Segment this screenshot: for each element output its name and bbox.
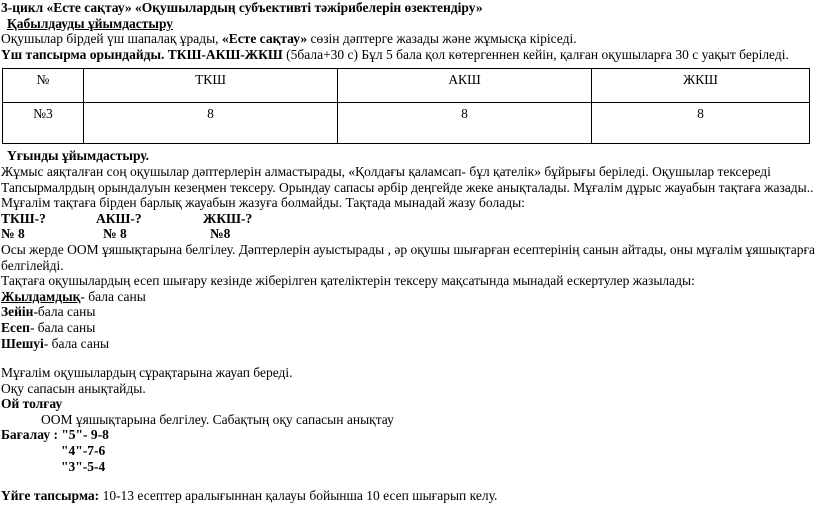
closing-line: Мұғалім оқушылардың сұрақтарына жауап береді.: [1, 365, 293, 381]
organize-line: Мұғалім тақтаға бірден барлық жауабын жазуға болмайды. Тақтада мынадай жазу болады:: [1, 195, 525, 211]
board-cell: № 8: [103, 226, 127, 242]
note-label: Шешуі: [1, 335, 44, 351]
intro-text-b: сөзін дәптерге жазады және жұмысқа кіріседі.: [307, 31, 577, 47]
table-cell: 8: [592, 103, 810, 144]
intro-bold: «Есте сақтау»: [221, 31, 308, 47]
board-cell: ЖКШ-?: [203, 210, 253, 226]
board-cell: АКШ-?: [96, 210, 142, 226]
grading-label: Бағалау :: [1, 427, 62, 443]
homework-text: 10-13 есептер аралығыннан қалауы бойынша 10 есеп шығарып келу.: [99, 488, 498, 504]
note-value: - бала саны: [29, 319, 96, 335]
note-label: Жылдамдық: [1, 288, 81, 304]
grade-item: "3"-5-4: [61, 458, 106, 474]
note-label: Зейін: [1, 304, 34, 320]
task-label: Үш тапсырма орындайды. ТКШ-АКШ-ЖКШ: [1, 46, 283, 62]
homework-line: [1, 488, 813, 504]
table-header-cell: АКШ: [338, 69, 592, 103]
results-table: [2, 68, 810, 144]
organize-line: Жұмыс аяқталған соң оқушылар дәптерлерін алмастырады, «Қолдағы қаламсап- бұл қателік» бұйрығы беріледі. Оқушылар тексереді: [1, 163, 771, 179]
note-label: Есеп: [1, 319, 30, 335]
table-header-cell: №: [3, 69, 84, 103]
board-cell: №8: [210, 226, 231, 242]
table-cell: 8: [84, 103, 338, 144]
board-cell: № 8: [1, 226, 25, 242]
table-header-cell: ТКШ: [84, 69, 338, 103]
table-header-row: [3, 69, 810, 103]
task-paragraph: [1, 47, 813, 63]
document-page: [1, 0, 813, 504]
reflection-text: ООМ ұяшықтарына белгілеу. Сабақтың оқу сапасын анықтау: [41, 411, 394, 427]
table-cell: №3: [3, 103, 84, 144]
grade-item: "5"- 9-8: [61, 427, 109, 443]
board-cell: ТКШ-?: [1, 210, 46, 226]
organize-line: Тапсырмалрдың орындалуын кезеңмен тексеру. Орындау сапасы әрбір деңгейде жеке анықталады. Мұғалім дұрыс жауабын тақтаға жазады..: [1, 179, 814, 195]
after-line: Тақтаға оқушылардың есеп шығару кезінде жіберілген қателіктерін тексеру мақсатында мынадай ескертулер жазылады:: [1, 273, 695, 289]
note-value: -бала саны: [33, 304, 96, 320]
cycle-title: 3-цикл «Есте сақтау» «Оқушылардың субъективті тәжірибелерін өзектендіру»: [1, 0, 483, 15]
reflection-title: Ой толғау: [1, 396, 63, 412]
organize-title: Үғынды ұйымдастыру.: [7, 148, 150, 164]
table-header-cell: ЖКШ: [592, 69, 810, 103]
note-item: [1, 304, 813, 320]
grade-item: "4"-7-6: [61, 443, 106, 459]
section-subtitle: Қабылдауды ұйымдастыру: [7, 15, 174, 31]
after-line: белгілейді.: [1, 257, 64, 273]
note-item: [1, 320, 813, 336]
task-description: (5бала+30 с) Бұл 5 бала қол көтергеннен кейін, қалған оқушыларға 30 с уақыт беріледі.: [282, 46, 789, 62]
note-value: - бала саны: [43, 335, 110, 351]
board-row-levels: [1, 211, 813, 227]
board-row-numbers: [1, 226, 813, 242]
intro-paragraph: [1, 31, 813, 47]
note-item: [1, 289, 813, 305]
note-value: - бала саны: [80, 288, 146, 304]
table-row: [3, 103, 810, 144]
closing-line: Оқу сапасын анықтайды.: [1, 380, 146, 396]
table-cell: 8: [338, 103, 592, 144]
grading-line: [1, 427, 813, 443]
note-item: [1, 336, 813, 352]
intro-text-a: Оқушылар бірдей үш шапалақ ұрады,: [1, 31, 222, 47]
after-line: Осы жерде ООМ ұяшықтарына белгілеу. Дәптерлерін ауыстырады , әр оқушы шығарған есептерінің санын айтады, оны мұғалім ұяшықтарға: [1, 241, 815, 257]
homework-label: Үйге тапсырма:: [1, 488, 100, 504]
